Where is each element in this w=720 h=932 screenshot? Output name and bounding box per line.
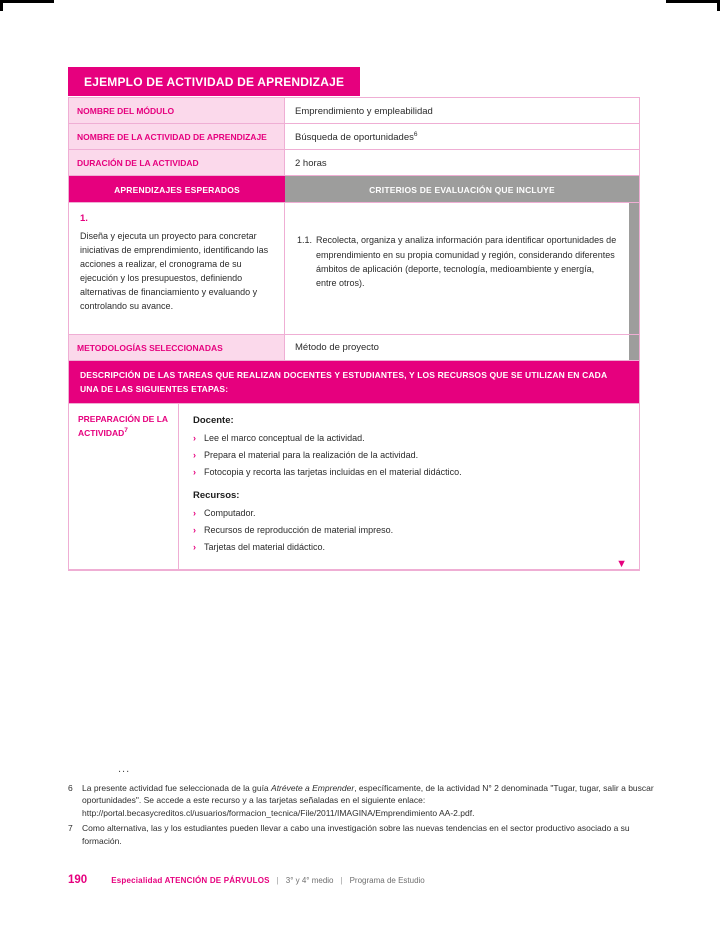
- continuation-arrow-icon: ▼: [616, 557, 627, 570]
- row-value-text: Búsqueda de oportunidades: [295, 132, 414, 144]
- criteria-header: CRITERIOS DE EVALUACIÓN QUE INCLUYE: [285, 176, 639, 202]
- footer-program-name: Programa de Estudio: [349, 876, 425, 885]
- omitted-content-ellipsis: ...: [118, 762, 131, 775]
- resources-block: [193, 490, 625, 554]
- crop-mark-top-right: [666, 0, 720, 3]
- row-value-text: Emprendimiento y empleabilidad: [295, 106, 433, 118]
- footnote-text-post: , específicamente, de la actividad N° 2 denominada "Tugar, tugar, salir a buscar oportunidades". Se accede a este recurso y a las tarjetas señaladas en el siguiente enlace: http://portal.becasycreditos.cl/usuarios/formacion_tecnica/File/2011/IMAGINA/Emprendimiento AA-2.pdf.: [82, 782, 654, 818]
- preparation-label-text: PREPARACIÓN DE LA ACTIVIDAD: [78, 414, 168, 438]
- activity-table: [68, 97, 640, 571]
- list-item: [193, 432, 625, 445]
- expected-learning-number: 1.: [80, 213, 88, 225]
- chevron-bullet-icon: ›: [193, 467, 196, 478]
- row-value: [285, 124, 639, 149]
- table-row-methodologies: [69, 335, 639, 361]
- table-row-preparation: [69, 404, 639, 569]
- row-value: Método de proyecto: [285, 335, 639, 360]
- row-label: NOMBRE DEL MÓDULO: [69, 98, 285, 123]
- footnote-text-pre: La presente actividad fue seleccionada de la guía: [82, 782, 272, 793]
- chevron-bullet-icon: ›: [193, 525, 196, 536]
- row-label: METODOLOGÍAS SELECCIONADAS: [69, 335, 285, 360]
- teacher-heading: Docente:: [193, 415, 234, 427]
- table-row-activity-name: [69, 124, 639, 150]
- table-row-duration: [69, 150, 639, 176]
- list-item-text: Lee el marco conceptual de la actividad.: [204, 433, 365, 444]
- list-item: [193, 541, 625, 554]
- expected-learning-text: Diseña y ejecuta un proyecto para concretar iniciativas de emprendimiento, identificando las acciones a realizar, el cronograma de su ejecución y los presupuestos, definiendo alternativas de financiamiento y evaluando y controlando su avance.: [80, 230, 269, 311]
- footnote-number: 7: [68, 822, 73, 833]
- row-value: [285, 98, 639, 123]
- row-value: [285, 150, 639, 175]
- footnote-text: [82, 782, 654, 820]
- table-row-module: [69, 98, 639, 124]
- list-item: [193, 507, 625, 520]
- list-item-text: Prepara el material para la realización de la actividad.: [204, 450, 419, 461]
- footnote-text-pre: Como alternativa, las y los estudiantes pueden llevar a cabo una investigación sobre las nuevas tendencias en el sector productivo asociado a su formación.: [82, 822, 630, 846]
- list-item: [193, 524, 625, 537]
- row-label: DURACIÓN DE LA ACTIVIDAD: [69, 150, 285, 175]
- crop-mark-top-left: [0, 0, 54, 3]
- crop-mark-top-left-vertical: [0, 0, 3, 11]
- page-footer: [68, 874, 425, 886]
- table-row-evaluation: [69, 203, 639, 335]
- chevron-bullet-icon: ›: [193, 508, 196, 519]
- criterion-cell: [285, 203, 639, 334]
- footnote-text: [82, 822, 654, 848]
- list-item-text: Computador.: [204, 508, 256, 519]
- footnote-ref: 6: [413, 131, 418, 139]
- footnote-7: [68, 822, 654, 848]
- list-item-text: Recursos de reproducción de material impreso.: [204, 525, 394, 536]
- chevron-bullet-icon: ›: [193, 542, 196, 553]
- list-item: [193, 449, 625, 462]
- chevron-bullet-icon: ›: [193, 433, 196, 444]
- page-content: [68, 67, 654, 849]
- page-number: 190: [68, 874, 88, 886]
- footnote-text-italic: Atrévete a Emprender: [271, 782, 355, 793]
- list-item-text: Fotocopia y recorta las tarjetas incluidas en el material didáctico.: [204, 467, 462, 478]
- footnotes: [68, 782, 654, 848]
- row-value-text: 2 horas: [295, 158, 327, 170]
- preparation-content: [179, 404, 639, 568]
- description-header: DESCRIPCIÓN DE LAS TAREAS QUE REALIZAN DOCENTES Y ESTUDIANTES, Y LOS RECURSOS QUE SE UTILIZAN EN CADA UNA DE LAS SIGUIENTES ETAPAS:: [69, 361, 639, 404]
- preparation-label: [69, 404, 179, 568]
- footer-grade-level: 3° y 4° medio: [285, 876, 334, 885]
- resources-heading: Recursos:: [193, 490, 240, 502]
- footnote-ref: 7: [124, 426, 128, 434]
- chevron-bullet-icon: ›: [193, 450, 196, 461]
- criterion-number: 1.1.: [297, 235, 313, 246]
- footnote-6: [68, 782, 654, 820]
- footer-divider: |: [276, 876, 279, 885]
- list-item: [193, 466, 625, 479]
- footnote-number: 6: [68, 782, 73, 793]
- expected-learning-header: APRENDIZAJES ESPERADOS: [69, 176, 285, 202]
- criterion-text: Recolecta, organiza y analiza información para identificar oportunidades de emprendimiento en su propia comunidad y región, considerando diferentes ámbitos de aplicación (deporte, tecnología, medioambiente y energía, entre otros).: [316, 235, 617, 289]
- page-title: EJEMPLO DE ACTIVIDAD DE APRENDIZAJE: [68, 67, 360, 96]
- footer-divider: |: [340, 876, 343, 885]
- expected-learning-cell: [69, 203, 285, 334]
- footer-specialty: Especialidad ATENCIÓN DE PÁRVULOS: [111, 876, 270, 885]
- table-row-section-headers: [69, 176, 639, 203]
- list-item-text: Tarjetas del material didáctico.: [204, 542, 326, 553]
- row-label: NOMBRE DE LA ACTIVIDAD DE APRENDIZAJE: [69, 124, 285, 149]
